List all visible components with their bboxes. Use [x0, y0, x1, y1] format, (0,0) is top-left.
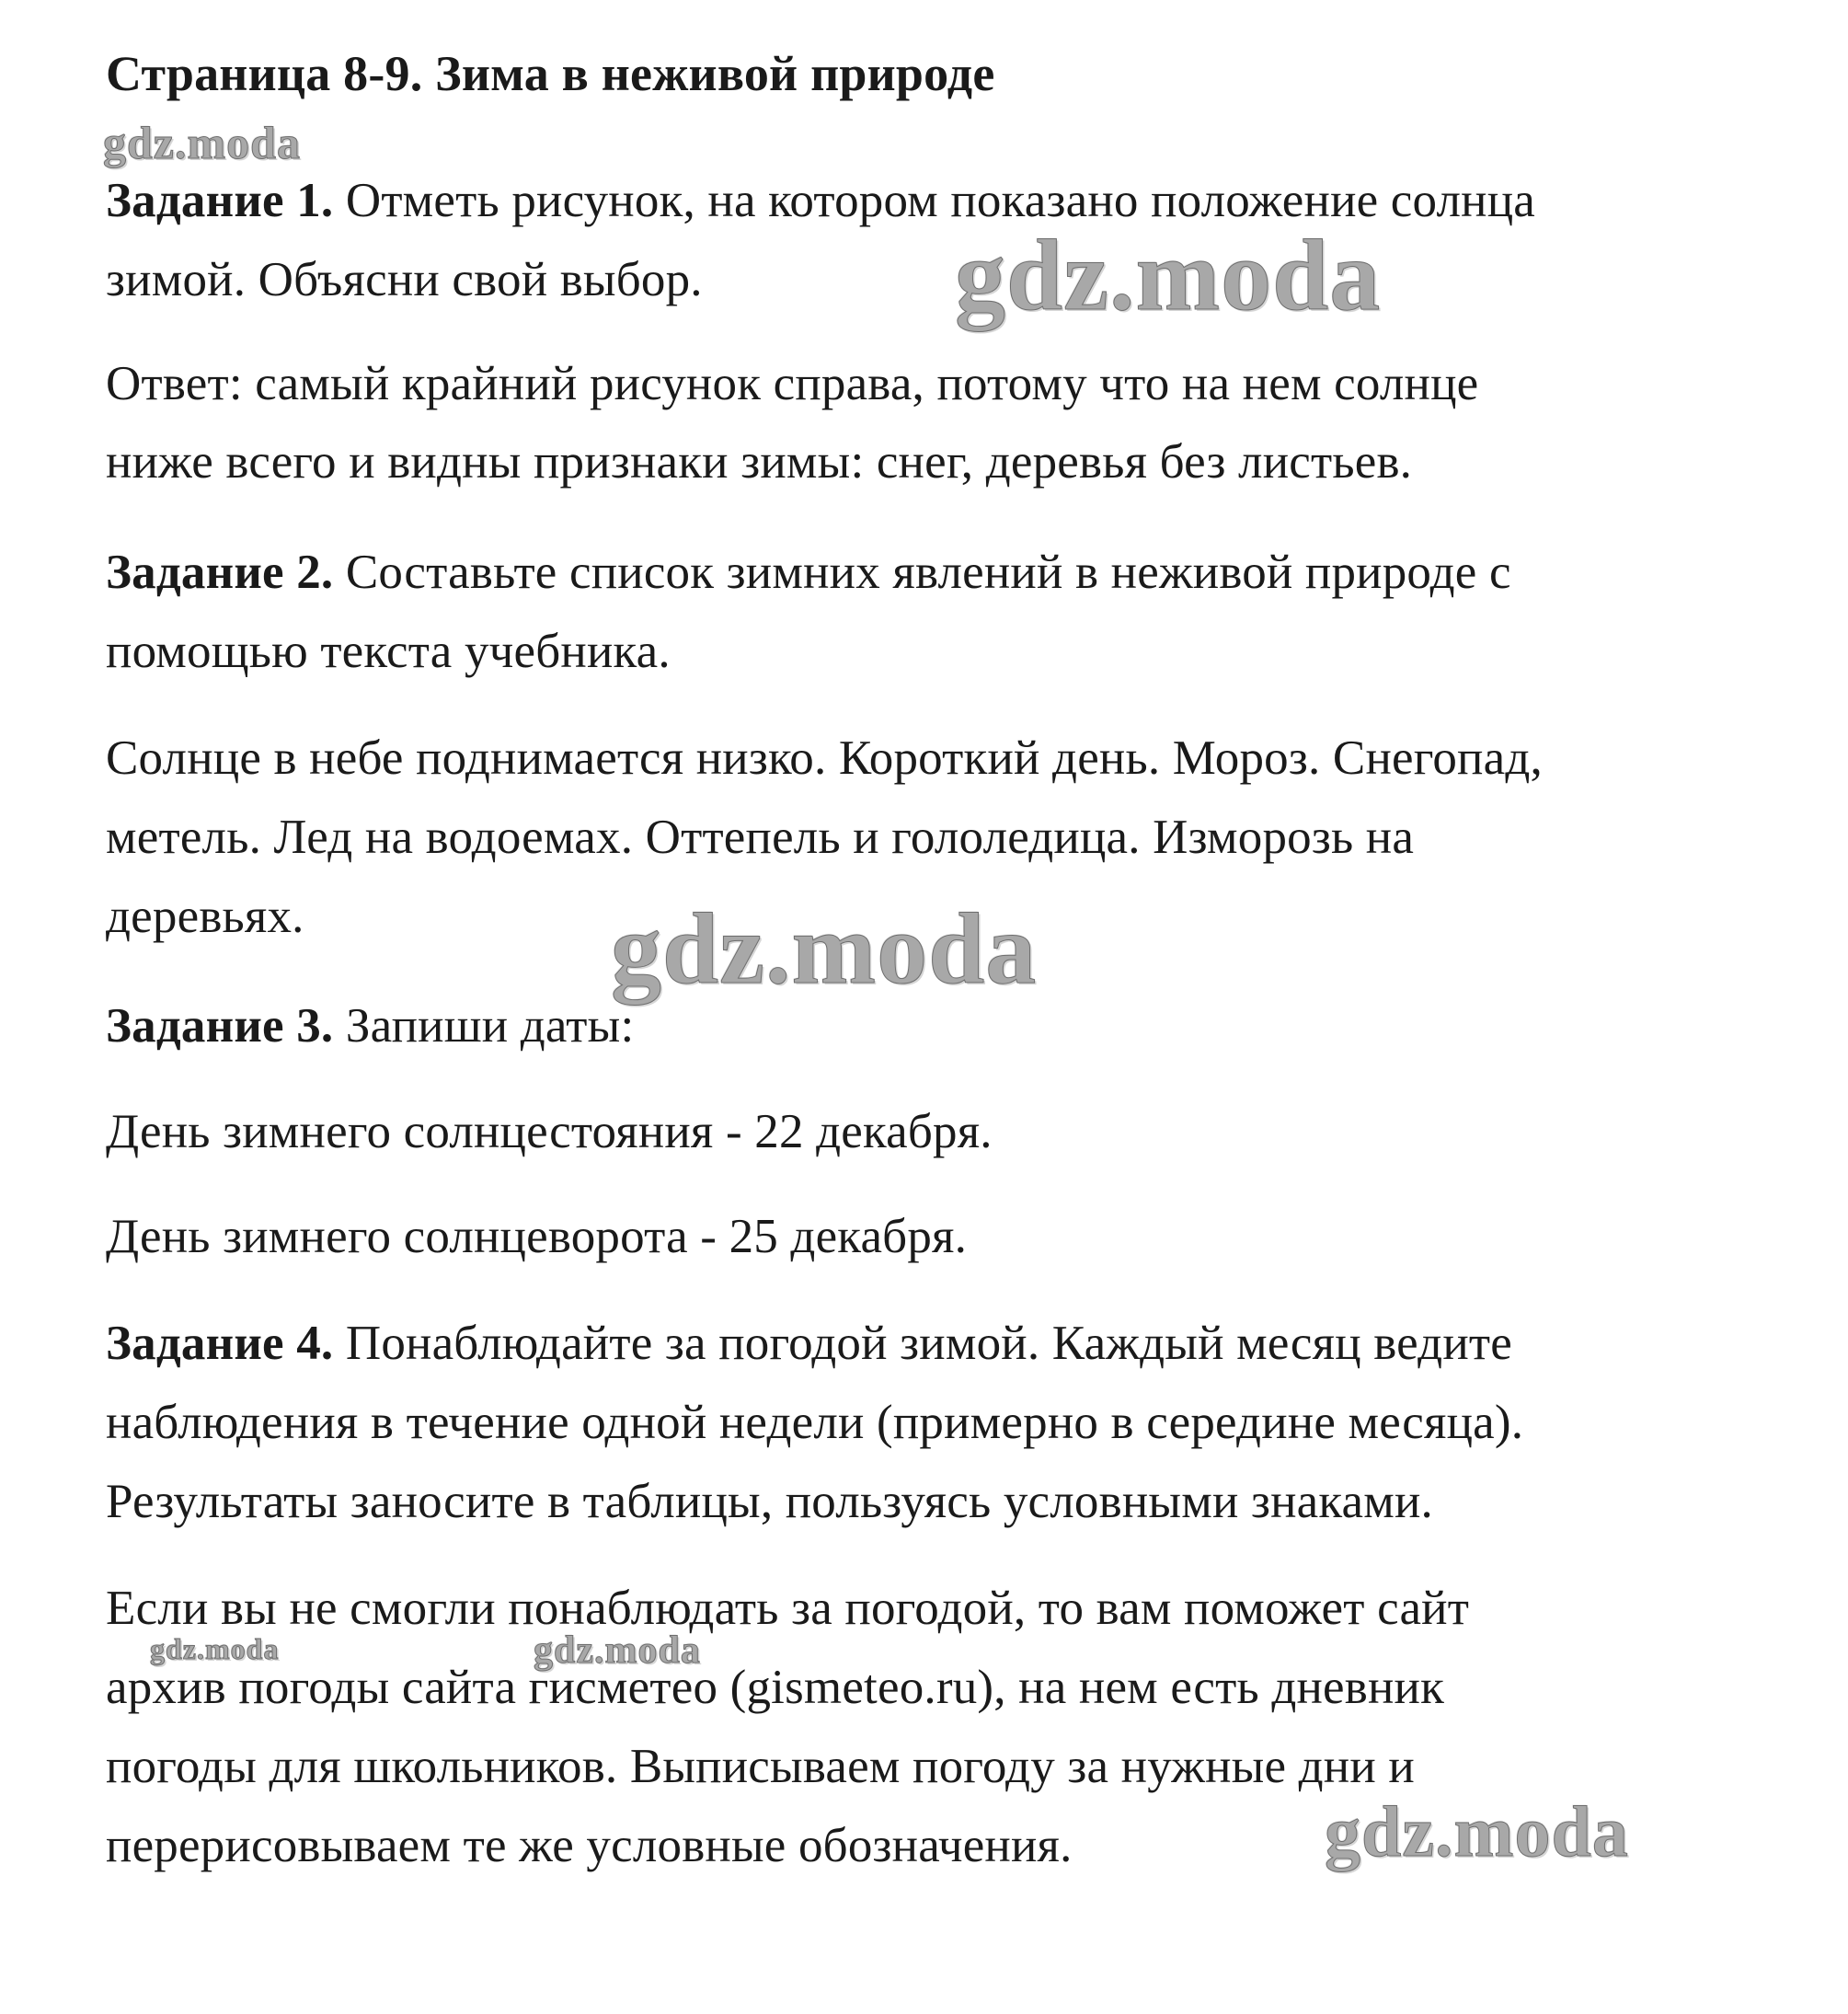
page-title: Страница 8-9. Зима в неживой природе [106, 46, 995, 101]
task2-answer-line2: метель. Лед на водоемах. Оттепель и гололедица. Изморозь на [106, 811, 1415, 864]
task2-prompt-line2: помощью текста учебника. [106, 625, 671, 678]
task2-text-1: Составьте список зимних явлений в неживой природе с [333, 546, 1511, 599]
task4-prompt-line3: Результаты заносите в таблицы, пользуясь условными знаками. [106, 1475, 1434, 1528]
task2-prompt-line1 [106, 543, 1511, 602]
task3-text-1: Запиши даты: [333, 999, 635, 1053]
task3-answer-line2: День зимнего солнцеворота - 25 декабря. [106, 1210, 968, 1263]
task4-answer-line4: перерисовываем те же условные обозначения. [106, 1819, 1073, 1872]
task4-answer-line2: архив погоды сайта гисметео (gismeteo.ru), на нем есть дневник [106, 1661, 1445, 1714]
task2-answer-line1: Солнце в небе поднимается низко. Короткий день. Мороз. Снегопад, [106, 731, 1543, 785]
task1-label: Задание 1. [106, 174, 334, 227]
task1-text-1: Отметь рисунок, на котором показано положение солнца [333, 174, 1536, 227]
watermark-large-2: gdz.moda [611, 892, 1038, 1005]
task3-answer-line1: День зимнего солнцестояния - 22 декабря. [106, 1105, 993, 1158]
watermark-medium-1: gdz.moda [1325, 1791, 1629, 1871]
task4-prompt-line2: наблюдения в течение одной недели (примерно в середине месяца). [106, 1396, 1524, 1449]
task4-answer-line1: Если вы не смогли понаблюдать за погодой, то вам поможет сайт [106, 1582, 1470, 1635]
watermark-small-1: gdz.moda [103, 117, 301, 168]
task4-answer-line3: погоды для школьников. Выписываем погоду за нужные дни и [106, 1740, 1415, 1793]
task2-label: Задание 2. [106, 546, 334, 599]
task3-prompt-line1 [106, 996, 634, 1055]
task1-answer-line1: Ответ: самый крайний рисунок справа, потому что на нем солнце [106, 357, 1479, 410]
task2-answer-line3: деревьях. [106, 890, 304, 943]
watermark-large-1: gdz.moda [955, 219, 1382, 331]
task1-answer-line2: ниже всего и видны признаки зимы: снег, деревья без листьев. [106, 435, 1413, 489]
task4-label: Задание 4. [106, 1317, 334, 1370]
watermark-small-2: gdz.moda [150, 1632, 280, 1665]
task1-prompt-line2: зимой. Объясни свой выбор. [106, 253, 703, 306]
task4-text-1: Понаблюдайте за погодой зимой. Каждый месяц ведите [333, 1317, 1512, 1370]
task3-label: Задание 3. [106, 999, 334, 1053]
task4-prompt-line1 [106, 1314, 1512, 1373]
watermark-small-3: gdz.moda [534, 1629, 701, 1672]
